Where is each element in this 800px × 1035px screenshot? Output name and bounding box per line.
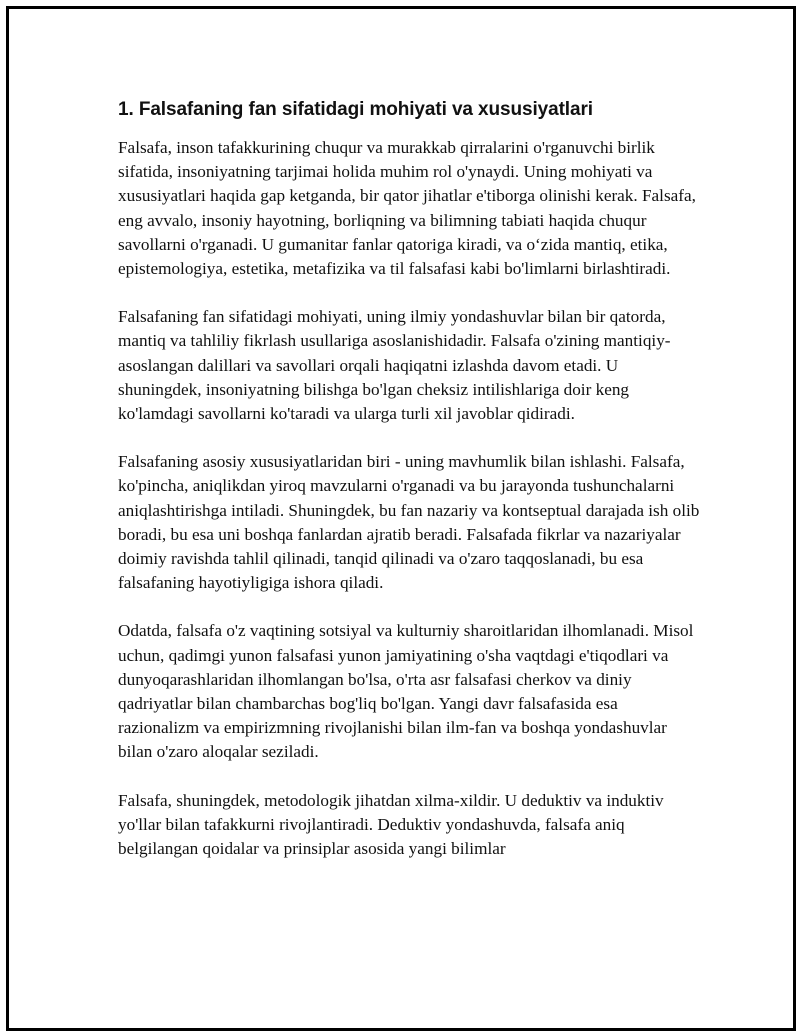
paragraph-4: Odatda, falsafa o'z vaqtining sotsiyal va kulturniy sharoitlaridan ilhomlanadi. Misol uchun, qadimgi yunon falsafasi yunon jamiyatining o'sha vaqtdagi e'tiqodlari va dunyoqarashlaridan ilhomlangan bo'lsa, o'rta asr falsafasi cherkov va diniy qadriyatlar bilan chambarchas bog'liq bo'lgan. Yangi davr falsafasida esa razionalizm va empirizmning rivojlanishi bilan ilm-fan va boshqa yondashuvlar bilan o'zaro aloqalar seziladi. (118, 621, 694, 762)
paragraph-3: Falsafaning asosiy xususiyatlaridan biri - uning mavhumlik bilan ishlashi. Falsafa, ko'pincha, aniqlikdan yiroq mavzularni o'rganadi va bu jarayonda tushunchalarni aniqlashtirishga intiladi. Shuningdek, bu fan nazariy va kontseptual darajada ish olib boradi, bu esa uni boshqa fanlardan ajratib beradi. Falsafada fikrlar va nazariyalar doimiy ravishda tahlil qilinadi, tanqid qilinadi va o'zaro taqqoslanadi, bu esa falsafaning hayotiyligiga ishora qiladi. (118, 452, 700, 593)
document-content (118, 94, 703, 885)
paragraph-2: Falsafaning fan sifatidagi mohiyati, uning ilmiy yondashuvlar bilan bir qatorda, mantiq va tahliliy fikrlash usullariga asoslanishidadir. Falsafa o'zining mantiqiy-asoslangan dalillari va savollari orqali haqiqatni izlashda davom etadi. U shuningdek, insoniyatning bilishga bo'lgan cheksiz intilishlariga doir keng ko'lamdagi savollarni ko'taradi va ularga turli xil javoblar qidiradi. (118, 307, 671, 424)
paragraph-1: Falsafa, inson tafakkurining chuqur va murakkab qirralarini o'rganuvchi birlik sifatida, insoniyatning tarjimai holida muhim rol o'ynaydi. Uning mohiyati va xususiyatlari haqida gap ketganda, bir qator jihatlar e'tiborga olinishi kerak. Falsafa, eng avvalo, insoniy hayotning, borliqning va bilimning tabiati haqida chuqur savollarni o'rganadi. U gumanitar fanlar qatoriga kiradi, va o‘zida mantiq, etika, epistemologiya, estetika, metafizika va til falsafasi kabi bo'limlarni birlashtiradi. (118, 138, 696, 279)
section-heading: 1. Falsafaning fan sifatidagi mohiyati va xususiyatlari (118, 99, 593, 120)
paragraph-5: Falsafa, shuningdek, metodologik jihatdan xilma-xildir. U deduktiv va induktiv yo'llar bilan tafakkurni rivojlantiradi. Deduktiv yondashuvda, falsafa aniq belgilangan qoidalar va prinsiplar asosida yangi bilimlar (118, 790, 664, 859)
document-page (6, 6, 796, 1031)
